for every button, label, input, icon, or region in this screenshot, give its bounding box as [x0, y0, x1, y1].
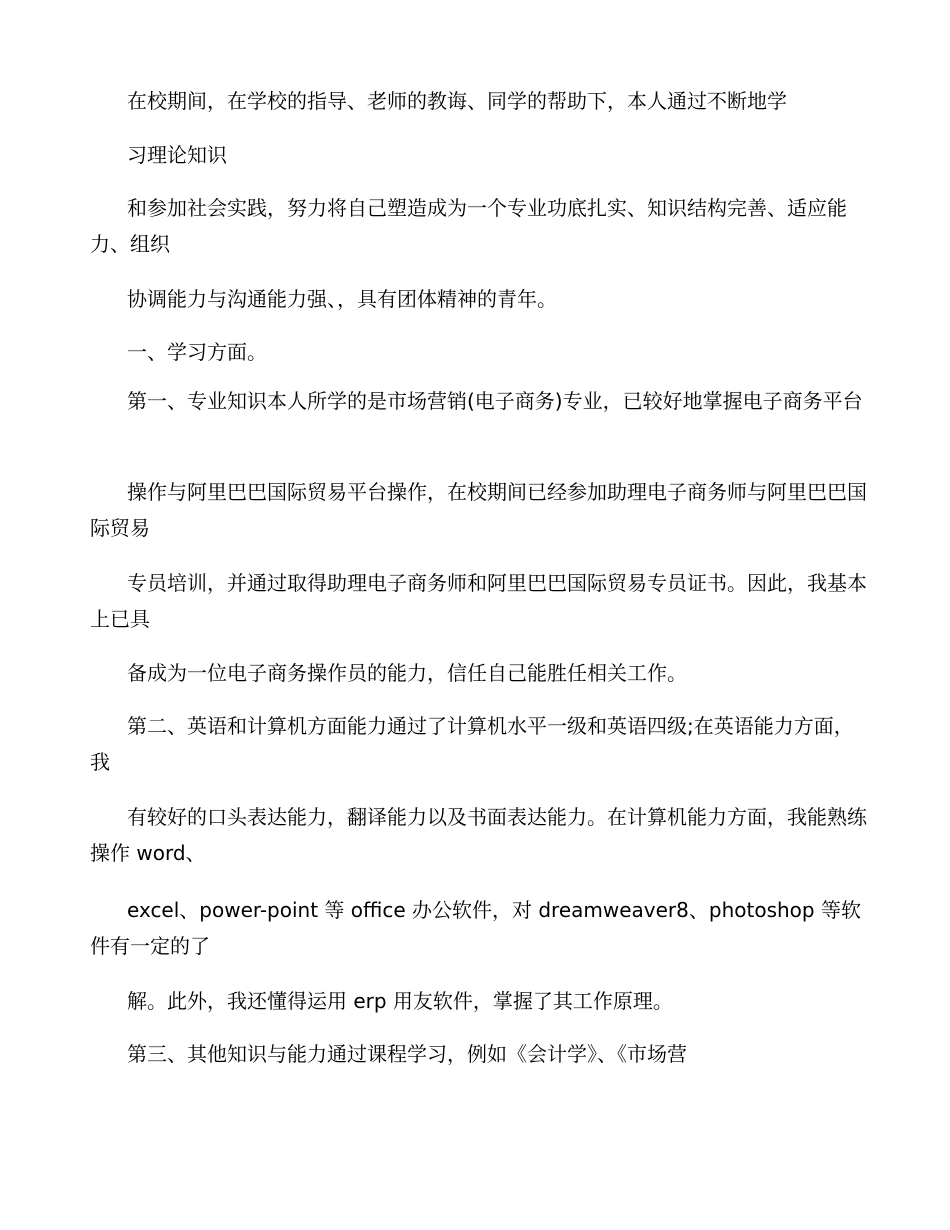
paragraph-8: 专员培训，并通过取得助理电子商务师和阿里巴巴国际贸易专员证书。因此，我基本上已具: [90, 571, 867, 631]
paragraph-3: 和参加社会实践，努力将自己塑造成为一个专业功底扎实、知识结构完善、适应能力、组织: [90, 196, 847, 256]
paragraph-1: 在校期间，在学校的指导、老师的教诲、同学的帮助下，本人通过不断地学: [127, 89, 787, 113]
paragraph-4: 协调能力与沟通能力强、，具有团体精神的青年。: [127, 287, 557, 311]
paragraph-5: 一、学习方面。: [127, 340, 267, 364]
paragraph-11: 有较好的口头表达能力，翻译能力以及书面表达能力。在计算机能力方面，我能熟练操作 word、: [90, 805, 867, 865]
paragraph-12: excel、power-point 等 office 办公软件，对 dreamweaver8、photoshop 等软件有一定的了: [90, 898, 861, 958]
paragraph-13: 解。此外，我还懂得运用 erp 用友软件，掌握了其工作原理。: [127, 989, 673, 1013]
paragraph-7: 操作与阿里巴巴国际贸易平台操作，在校期间已经参加助理电子商务师与阿里巴巴国际贸易: [90, 480, 867, 540]
paragraph-9: 备成为一位电子商务操作员的能力，信任自己能胜任相关工作。: [127, 661, 687, 685]
paragraph-6: 第一、专业知识本人所学的是市场营销(电子商务)专业，已较好地掌握电子商务平台: [127, 389, 863, 413]
paragraph-14: 第三、其他知识与能力通过课程学习，例如《会计学》、《市场营: [127, 1042, 687, 1066]
paragraph-10: 第二、英语和计算机方面能力通过了计算机水平一级和英语四级;在英语能力方面，我: [90, 714, 854, 774]
paragraph-2: 习理论知识: [127, 143, 227, 167]
